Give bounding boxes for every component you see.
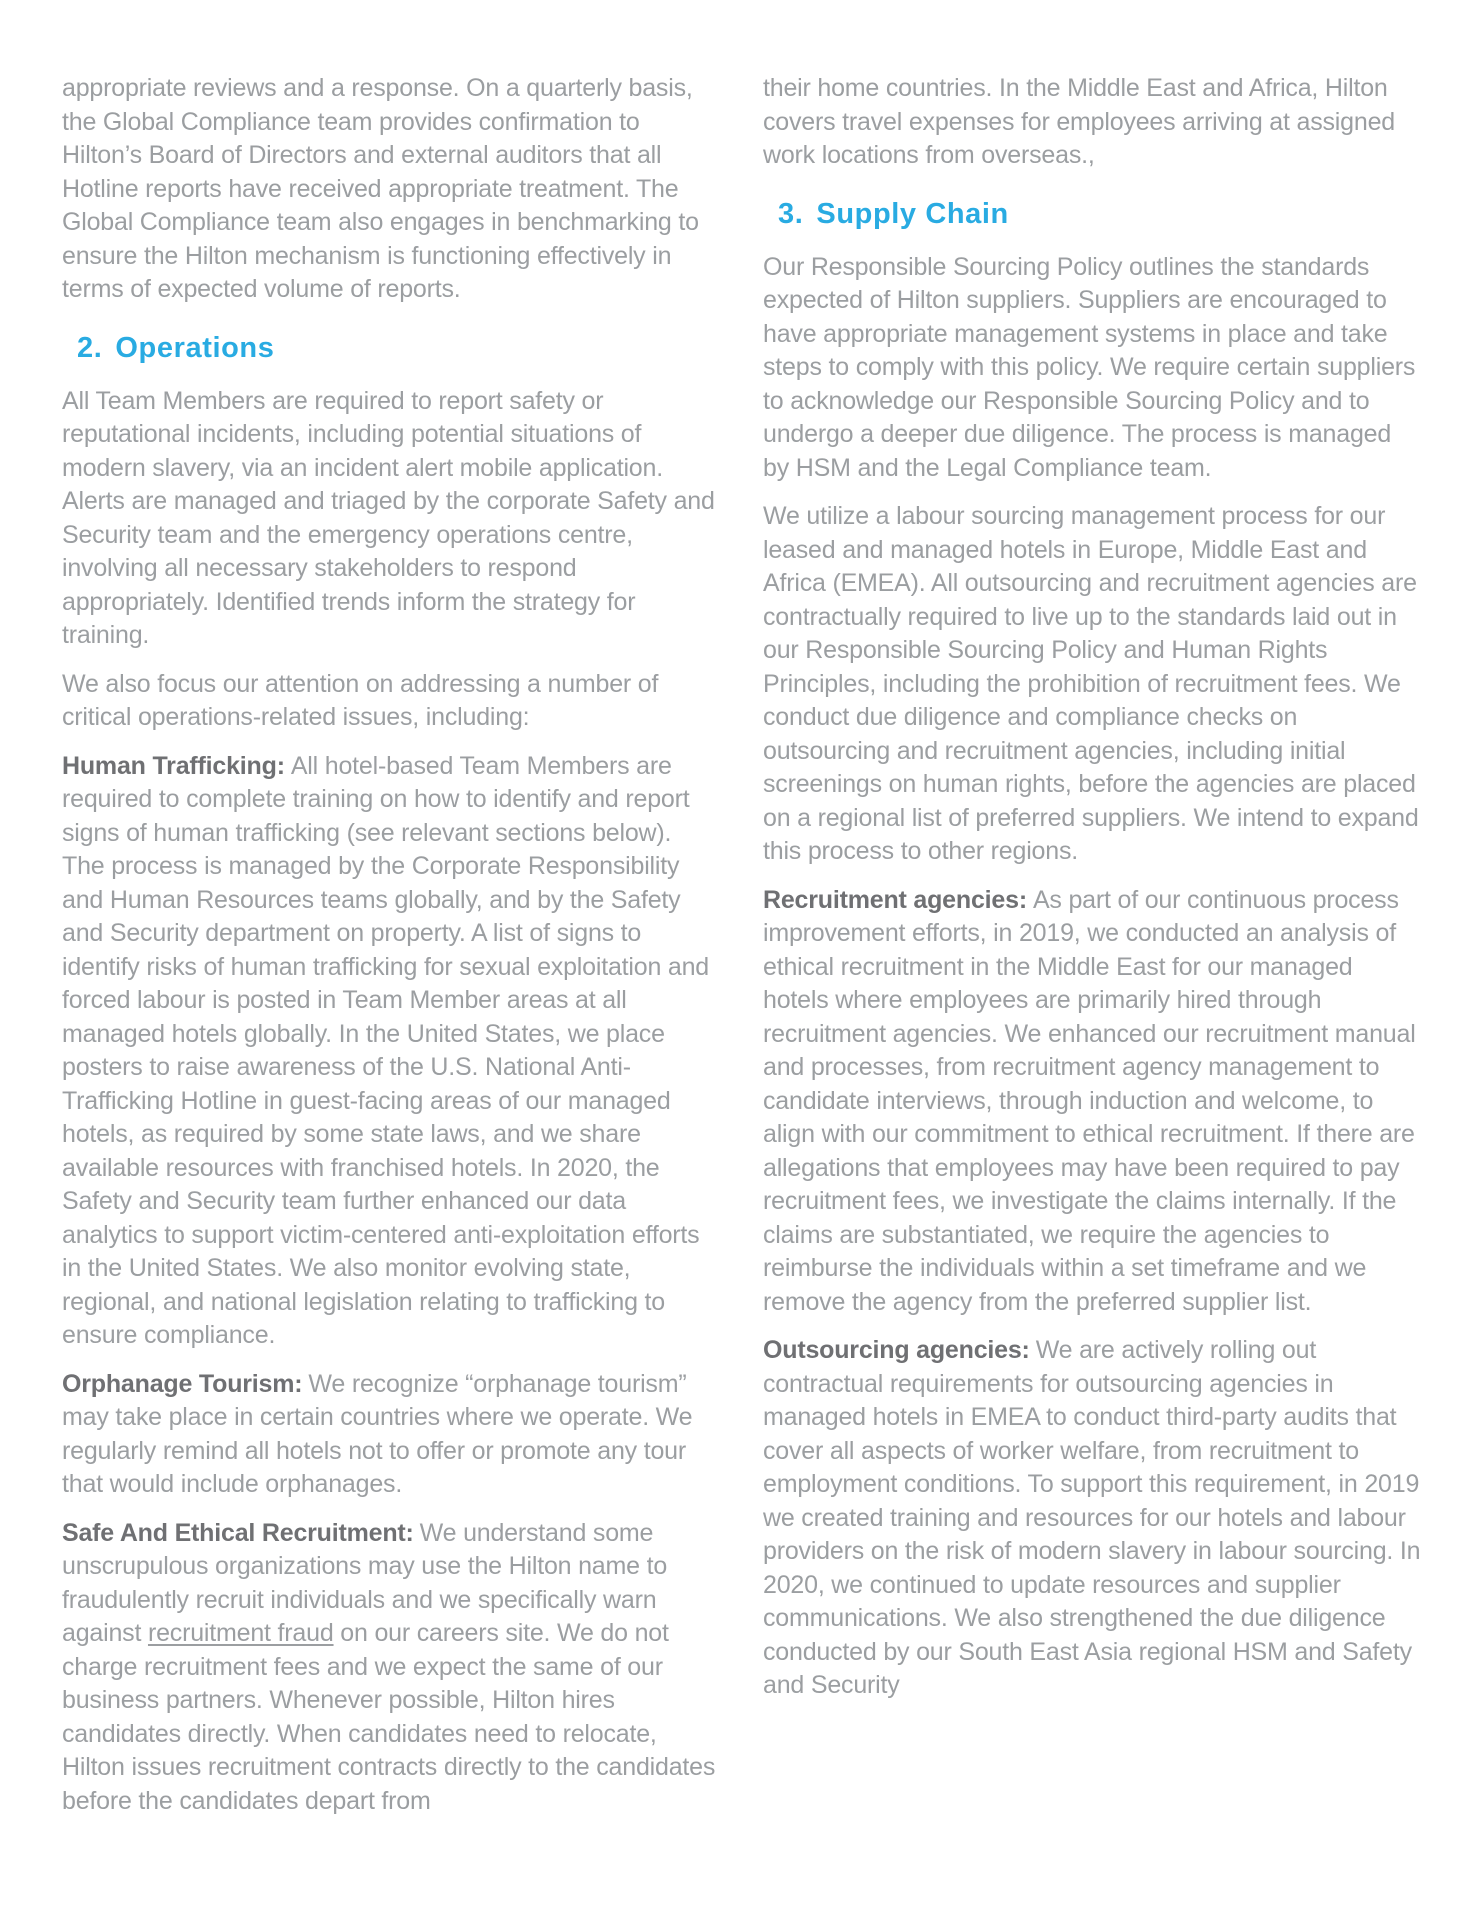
paragraph-operations-focus: We also focus our attention on addressing a number of critical operations-related issues, including: [62,669,659,731]
paragraph-relocation-continuation: their home countries. In the Middle East and Africa, Hilton covers travel expenses for employees arriving at assigned work locations from overseas., [763,74,1395,169]
paragraph-text-outsourcing-agencies: We are actively rolling out contractual requirements for outsourcing agencies in managed hotels in EMEA to conduct third-party audits that cover all aspects of worker welfare, from recruitment to employment conditions. To support this requirement, in 2019 we created training and resources for our hotels and labour providers on the risk of modern slavery in labour sourcing. In 2020, we continued to update resources and supplier communications. We also strengthened the due diligence conducted by our South East Asia regional HSM and Safety and Security [763,1336,1421,1699]
paragraph-text-orphanage-tourism: We recognize “orphanage tourism” may take place in certain countries where we operate. We regularly remind all hotels not to offer or promote any tour that would include orphanages. [62,1369,693,1498]
paragraph-recruitment-agencies [763,884,1421,1320]
section-number: 2. [77,331,103,364]
section-heading-operations [62,330,720,366]
section-title: Operations [115,331,275,364]
paragraph-text-before-link: We understand some unscrupulous organizations may use the Hilton name to fraudulently recruit individuals and we specifically warn against [62,1518,668,1647]
paragraph-text-recruitment-agencies: As part of our continuous process improvement efforts, in 2019, we conducted an analysis of ethical recruitment in the Middle East for our managed hotels where employees are primarily hired through recruitment agencies. We enhanced our recruitment manual and processes, from recruitment agency management to candidate interviews, through induction and welcome, to align with our commitment to ethical recruitment. If there are allegations that employees may have been required to pay recruitment fees, we investigate the claims internally. If the claims are substantiated, we require the agencies to reimburse the individuals within a set timeframe and we remove the agency from the preferred supplier list. [763,885,1416,1316]
paragraph-text-human-trafficking: All hotel-based Team Members are required to complete training on how to identify and report signs of human trafficking (see relevant sections below). The process is managed by the Corporate Responsibility and Human Resources teams globally, and by the Safety and Security department on property. A list of signs to identify risks of human trafficking for sexual exploitation and forced labour is posted in Team Member areas at all managed hotels globally. In the United States, we place posters to raise awareness of the U.S. National Anti-Trafficking Hotline in guest-facing areas of our managed hotels, as required by some state laws, and we share available resources with franchised hotels. In 2020, the Safety and Security team further enhanced our data analytics to support victim-centered anti-exploitation efforts in the United States. We also monitor evolving state, regional, and national legislation relating to trafficking to ensure compliance. [62,751,710,1349]
paragraph-lead-orphanage-tourism: Orphanage Tourism: [62,1369,303,1398]
paragraph-text-after-link: on our careers site. We do not charge recruitment fees and we expect the same of our business partners. Whenever possible, Hilton hires candidates directly. When candidates need to relocate, Hilton issues recruitment contracts directly to the candidates before the candidates depart from [62,1619,716,1815]
paragraph-compliance-continuation: appropriate reviews and a response. On a quarterly basis, the Global Compliance team provides confirmation to Hilton’s Board of Directors and external auditors that all Hotline reports have received appropriate treatment. The Global Compliance team also engages in benchmarking to ensure the Hilton mechanism is functioning effectively in terms of expected volume of reports. [62,74,699,303]
paragraph-responsible-sourcing: Our Responsible Sourcing Policy outlines the standards expected of Hilton suppliers. Suppliers are encouraged to have appropriate management systems in place and take steps to comply with this policy. We require certain suppliers to acknowledge our Responsible Sourcing Policy and to undergo a deeper due diligence. The process is managed by HSM and the Legal Compliance team. [763,252,1416,482]
right-column [763,72,1421,1703]
section-number: 3. [778,197,804,230]
paragraph-human-trafficking [62,750,720,1353]
section-title: Supply Chain [816,197,1009,230]
paragraph-outsourcing-agencies [763,1334,1421,1703]
paragraph-orphanage-tourism [62,1368,720,1502]
paragraph-lead-human-trafficking: Human Trafficking: [62,751,285,780]
paragraph-lead-outsourcing-agencies: Outsourcing agencies: [763,1336,1030,1364]
paragraph-lead-recruitment-agencies: Recruitment agencies: [763,885,1027,914]
paragraph-safe-ethical-recruitment [62,1517,720,1819]
recruitment-fraud-link[interactable]: recruitment fraud [147,1619,334,1647]
paragraph-lead-safe-ethical-recruitment: Safe And Ethical Recruitment: [62,1518,414,1547]
section-heading-supply-chain [763,196,1421,232]
left-column [62,72,720,1818]
paragraph-incident-reporting: All Team Members are required to report safety or reputational incidents, including potential situations of modern slavery, via an incident alert mobile application. Alerts are managed and triaged by the corporate Safety and Security team and the emergency operations centre, involving all necessary stakeholders to respond appropriately. Identified trends inform the strategy for training. [62,386,715,649]
paragraph-labour-sourcing: We utilize a labour sourcing management process for our leased and managed hotels in Europe, Middle East and Africa (EMEA). All outsourcing and recruitment agencies are contractually required to live up to the standards laid out in our Responsible Sourcing Policy and Human Rights Principles, including the prohibition of recruitment fees. We conduct due diligence and compliance checks on outsourcing and recruitment agencies, including initial screenings on human rights, before the agencies are placed on a regional list of preferred suppliers. We intend to expand this process to other regions. [763,502,1419,865]
